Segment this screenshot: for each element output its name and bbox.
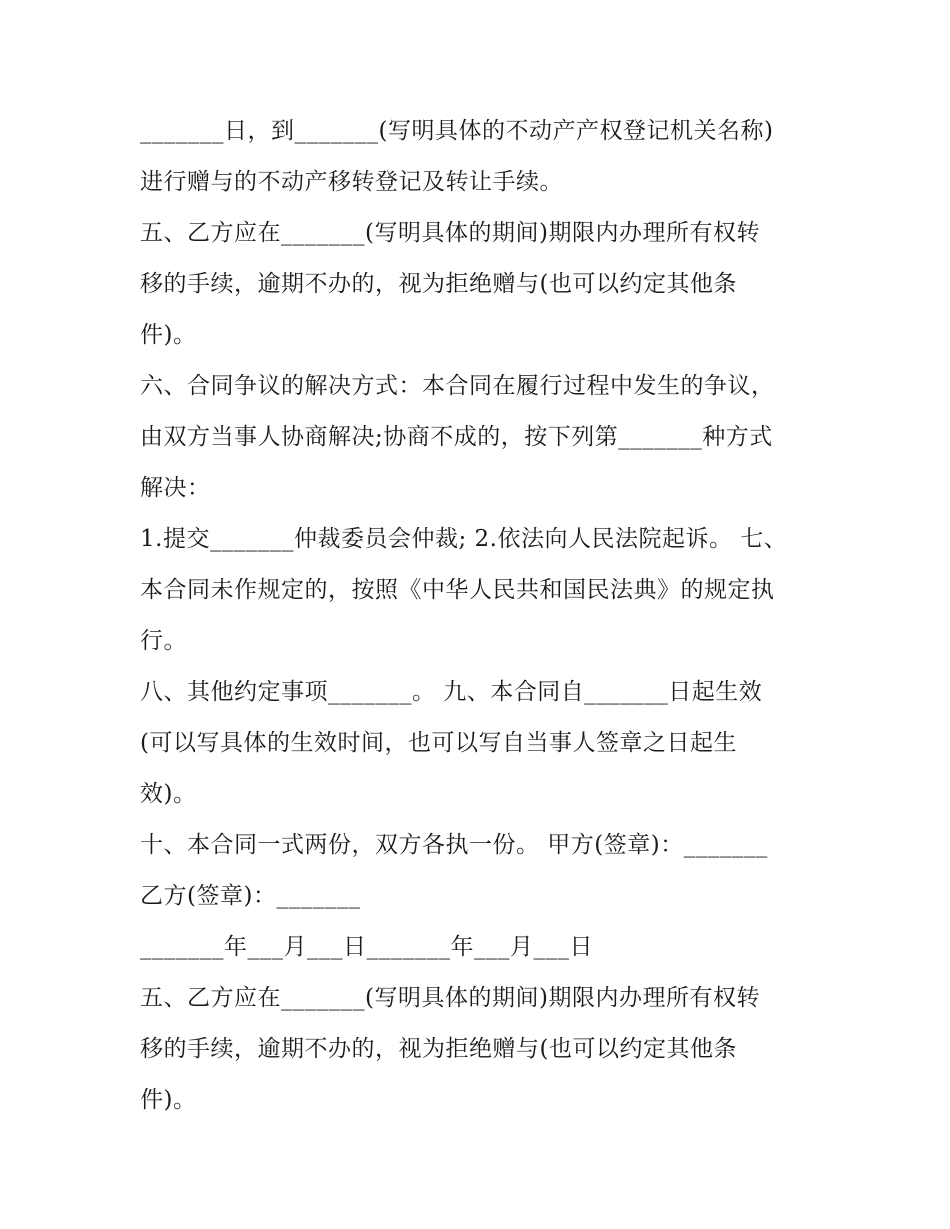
- text-line: 五、乙方应在_______(写明具体的期间)期限内办理所有权转: [140, 985, 760, 1011]
- text-line: 进行赠与的不动产移转登记及转让手续。: [140, 169, 563, 195]
- text-line: _______日，到_______(写明具体的不动产产权登记机关名称): [140, 118, 774, 144]
- text-line: 乙方(签章)：_______: [140, 883, 361, 909]
- text-line: 移的手续，逾期不办的，视为拒绝赠与(也可以约定其他条: [140, 271, 737, 297]
- text-line: 十、本合同一式两份，双方各执一份。 甲方(签章)：_______: [140, 832, 768, 858]
- text-line: 1.提交_______仲裁委员会仲裁; 2.依法向人民法院起诉。 七、: [140, 526, 788, 552]
- text-line: 效)。: [140, 781, 197, 807]
- text-line: 由双方当事人协商解决;协商不成的，按下列第_______种方式: [140, 424, 773, 450]
- text-line: 本合同未作规定的，按照《中华人民共和国民法典》的规定执: [140, 577, 775, 603]
- text-line: 件)。: [140, 322, 197, 348]
- text-line: (可以写具体的生效时间，也可以写自当事人签章之日起生: [140, 730, 737, 756]
- text-line: _______年___月___日_______年___月___日: [140, 934, 593, 960]
- text-line: 八、其他约定事项_______。 九、本合同自_______日起生效: [140, 679, 763, 705]
- text-line: 五、乙方应在_______(写明具体的期间)期限内办理所有权转: [140, 220, 760, 246]
- text-line: 移的手续，逾期不办的，视为拒绝赠与(也可以约定其他条: [140, 1036, 737, 1062]
- text-line: 解决：: [140, 475, 211, 501]
- text-line: 六、合同争议的解决方式：本合同在履行过程中发生的争议，: [140, 373, 775, 399]
- text-line: 行。: [140, 628, 187, 654]
- document-body: [140, 106, 830, 1126]
- text-line: 件)。: [140, 1087, 197, 1113]
